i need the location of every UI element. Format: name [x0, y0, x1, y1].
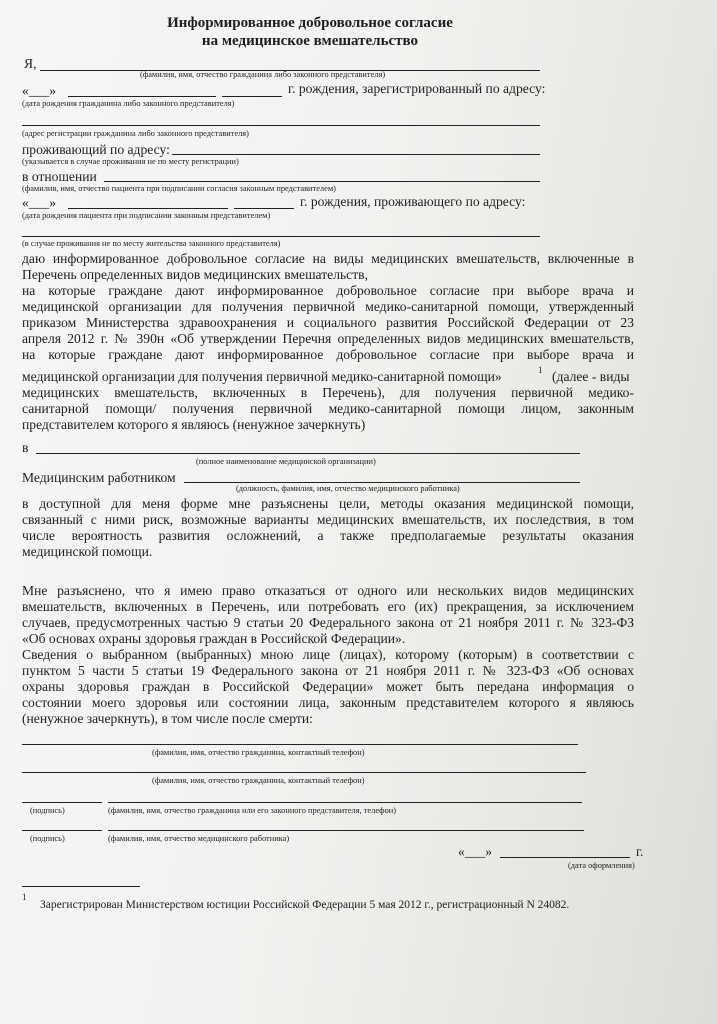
refusal-line-9: (ненужное зачеркнуть), в том числе после смерти:: [22, 711, 313, 726]
consent-tail: (далее - виды: [552, 369, 630, 384]
explained-line-3: числе вероятность развития осложнений, а также предполагаемые результаты оказания: [22, 528, 634, 543]
caption-birth-date: (дата рождения гражданина либо законного представителя): [22, 99, 235, 108]
label-born-registered: г. рождения, зарегистрированный по адресу:: [288, 81, 546, 96]
trusted-person-1-field[interactable]: [22, 744, 578, 745]
residing-address-field[interactable]: [172, 154, 540, 155]
consent-line-8: медицинской организации для получения первичной медико-санитарной помощи»: [22, 369, 502, 384]
caption-medical-worker: (должность, фамилия, имя, отчество медицинского работника): [236, 484, 460, 493]
registration-address-field[interactable]: [22, 125, 540, 126]
organization-name-field[interactable]: [36, 453, 580, 454]
label-in-relation: в отношении: [22, 169, 97, 184]
footnote-mark: 1: [22, 892, 27, 902]
label-signature-1: (подпись): [30, 806, 65, 815]
caption-patient-birth: (дата рождения пациента при подписании законным представителем): [22, 211, 271, 220]
footnote-separator: [22, 886, 140, 887]
worker-signature-field[interactable]: [22, 830, 102, 831]
caption-rep-residence: (в случае проживания не по месту жительства законного представителя): [22, 239, 281, 248]
completion-date-field[interactable]: [500, 857, 630, 858]
explained-line-4: медицинской помощи.: [22, 544, 153, 559]
label-medical-worker: Медицинским работником: [22, 470, 176, 485]
consent-line-4: медицинской организации для получения первичной медико-санитарной помощи, утвержденный: [22, 299, 634, 314]
consent-line-11: представителем которого я являюсь (ненужное зачеркнуть): [22, 417, 366, 432]
caption-signature-2: (фамилия, имя, отчество медицинского работника): [108, 834, 290, 843]
consent-line-5: приказом Министерства здравоохранения и социального развития Российской Федерации от 23: [22, 315, 634, 330]
footnote-reference: 1: [538, 365, 543, 375]
consent-line-2: Перечень определенных видов медицинских вмешательств,: [22, 267, 368, 282]
citizen-signature-field[interactable]: [22, 802, 102, 803]
citizen-name-phone-field[interactable]: [108, 802, 582, 803]
refusal-line-1: Мне разъяснено, что я имею право отказаться от одного или нескольких видов медицинских: [22, 583, 634, 598]
patient-birth-year-field[interactable]: [234, 208, 294, 209]
consent-line-6: апреля 2012 г. № 390н «Об утверждении Перечня определенных видов медицинских вмешательств,: [22, 331, 634, 346]
caption-residing: (указывается в случае проживания не по месту регистрации): [22, 157, 239, 166]
patient-name-field[interactable]: [104, 181, 540, 182]
refusal-line-2: вмешательств, включенных в Перечень, или потребовать его (их) прекращения, за исключением: [22, 599, 634, 614]
label-signature-2: (подпись): [30, 834, 65, 843]
consent-line-9: медицинских вмешательств, включенных в Перечень), для получения первичной медико-: [22, 385, 634, 400]
caption-registration-address: (адрес регистрации гражданина либо законного представителя): [22, 129, 249, 138]
birth-month-field[interactable]: [68, 96, 216, 97]
consent-line-1: даю информированное добровольное согласие на виды медицинских вмешательств, включенные в: [22, 251, 634, 266]
caption-full-name: (фамилия, имя, отчество гражданина либо законного представителя): [140, 70, 386, 79]
explained-line-1: в доступной для меня форме мне разъяснены цели, методы оказания медицинской помощи,: [22, 496, 634, 511]
label-in-org: в: [22, 440, 29, 455]
caption-trusted-person-2: (фамилия, имя, отчество гражданина, контактный телефон): [152, 776, 365, 785]
caption-completion-date: (дата оформления): [568, 861, 635, 870]
patient-address-field[interactable]: [22, 236, 540, 237]
label-residing: проживающий по адресу:: [22, 142, 170, 157]
caption-signature-1: (фамилия, имя, отчество гражданина или его законного представителя, телефон): [108, 806, 397, 815]
consent-line-7: на которые граждане дают информированное добровольное согласие при выборе врача и: [22, 347, 634, 362]
caption-patient-name: (фамилия, имя, отчество пациента при подписании согласия законным представителем): [22, 184, 336, 193]
label-ya: Я,: [24, 56, 37, 71]
form-title-line-1: Информированное добровольное согласие: [167, 15, 453, 31]
footnote-text: Зарегистрирован Министерством юстиции Российской Федерации 5 мая 2012 г., регистрационный N 24082.: [40, 899, 570, 911]
medical-worker-field[interactable]: [184, 482, 580, 483]
caption-organization: (полное наименование медицинской организации): [196, 457, 376, 466]
completion-day-quote: «___»: [458, 844, 492, 859]
trusted-person-2-field[interactable]: [22, 772, 586, 773]
birth-year-field[interactable]: [222, 96, 282, 97]
explained-line-2: связанный с ними риск, возможные варианты медицинских вмешательств, их последствия, в том: [22, 512, 634, 527]
refusal-line-4: «Об основах охраны здоровья граждан в Российской Федерации».: [22, 631, 406, 646]
refusal-line-6: пунктом 5 части 5 статьи 19 Федерального закона от 21 ноября 2011 г. № 323-ФЗ «Об основах: [22, 663, 634, 678]
refusal-line-3: случаев, предусмотренных частью 9 статьи 20 Федерального закона от 21 ноября 2011 г. № 323-ФЗ: [22, 615, 634, 630]
consent-line-3: на которые граждане дают информированное добровольное согласие при выборе врача и: [22, 283, 634, 298]
refusal-line-8: состоянии моего здоровья или состоянии лица, законным представителем которого я являюсь: [22, 695, 634, 710]
consent-line-10: санитарной помощи/ получения первичной медико-санитарной помощи лицом, законным: [22, 401, 634, 416]
label-born-residing: г. рождения, проживающего по адресу:: [300, 194, 526, 209]
birth-day-quote: «___»: [22, 83, 56, 98]
worker-name-field[interactable]: [108, 830, 584, 831]
refusal-line-5: Сведения о выбранном (выбранных) мною лице (лицах), которому (которым) в соответствии с: [22, 647, 634, 662]
caption-trusted-person-1: (фамилия, имя, отчество гражданина, контактный телефон): [152, 748, 365, 757]
patient-birth-month-field[interactable]: [68, 208, 228, 209]
form-title-line-2: на медицинское вмешательство: [201, 33, 419, 49]
label-year-suffix: г.: [636, 844, 644, 859]
refusal-line-7: охраны здоровья граждан в Российской Федерации» может быть передана информация о: [22, 679, 634, 694]
patient-birth-day-quote: «___»: [22, 195, 56, 210]
